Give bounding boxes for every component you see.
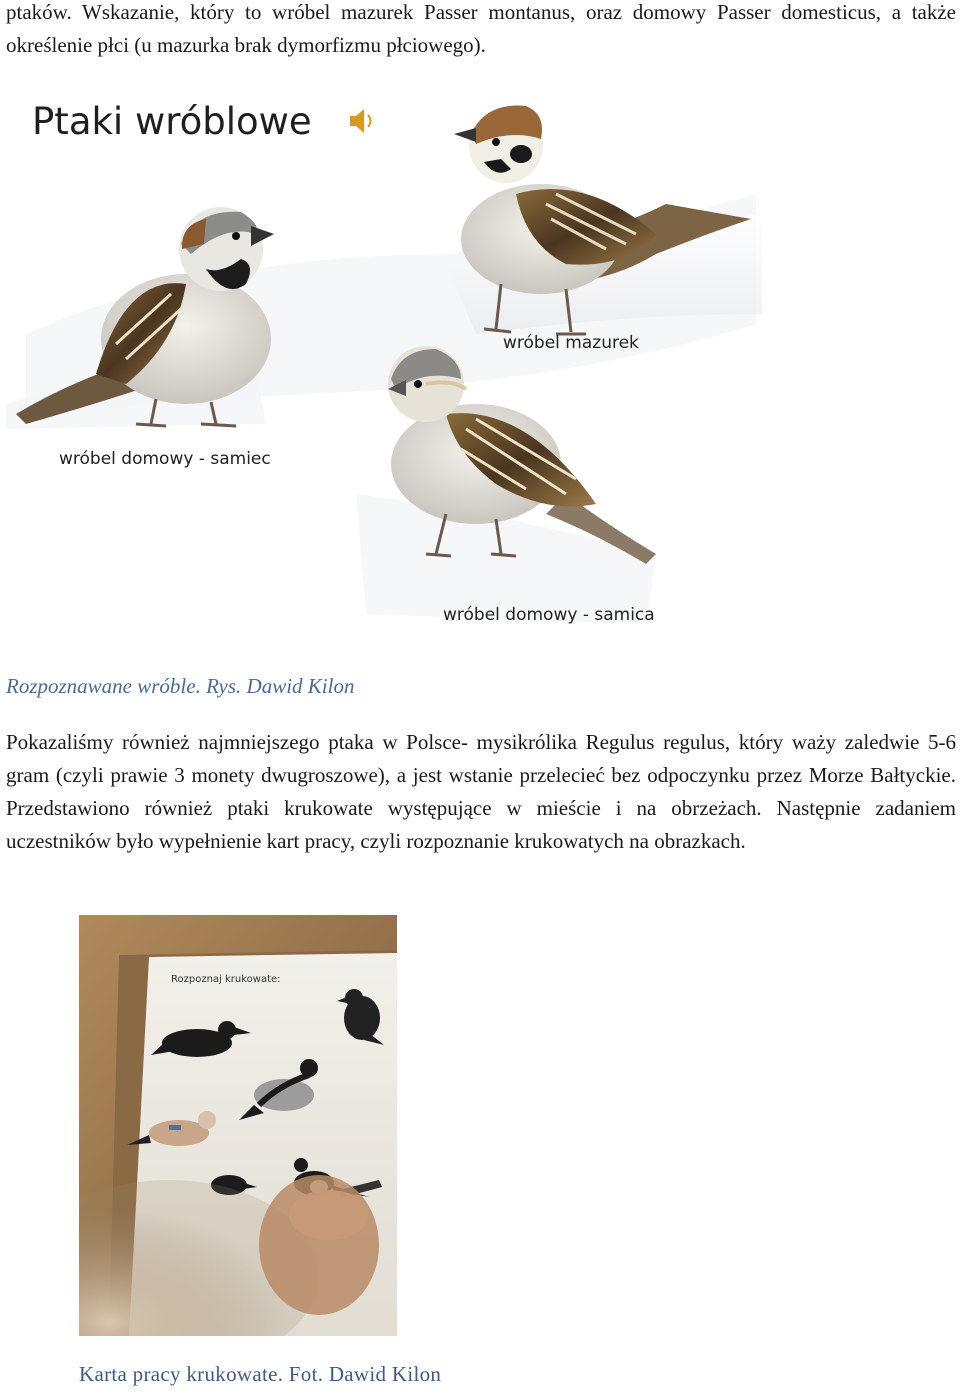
label-tree-sparrow: wróbel mazurek	[503, 333, 639, 353]
worksheet-title: Rozpoznaj krukowate:	[171, 974, 281, 985]
label-house-female: wróbel domowy - samica	[443, 605, 655, 625]
sparrow-illustration	[6, 84, 762, 646]
sparrow-caption: Rozpoznawane wróble. Rys. Dawid Kilon	[6, 674, 355, 698]
speaker-icon	[350, 109, 371, 133]
worksheet-photo	[79, 915, 397, 1336]
figure-title: Ptaki wróblowe	[32, 100, 312, 143]
label-house-male: wróbel domowy - samiec	[59, 449, 271, 469]
body-paragraph: Pokazaliśmy również najmniejszego ptaka w Polsce- mysikrólika Regulus regulus, który waży zaledwie 5-6 gram (czyli prawie 3 monety dwugroszowe), a jest wstanie przelecieć bez odpoczynku przez Morze Bałtyckie. Przedstawiono również ptaki krukowate występujące w mieście i na obrzeżach. Następnie zadaniem uczestników było wypełnienie kart pracy, czyli rozpoznanie krukowatych na obrazkach.	[6, 730, 956, 853]
intro-paragraph: ptaków. Wskazanie, który to wróbel mazurek Passer montanus, oraz domowy Passer domesticus, a także określenie płci (u mazurka brak dymorfizmu płciowego).	[6, 0, 956, 57]
worksheet-caption: Karta pracy krukowate. Fot. Dawid Kilon	[79, 1362, 442, 1386]
